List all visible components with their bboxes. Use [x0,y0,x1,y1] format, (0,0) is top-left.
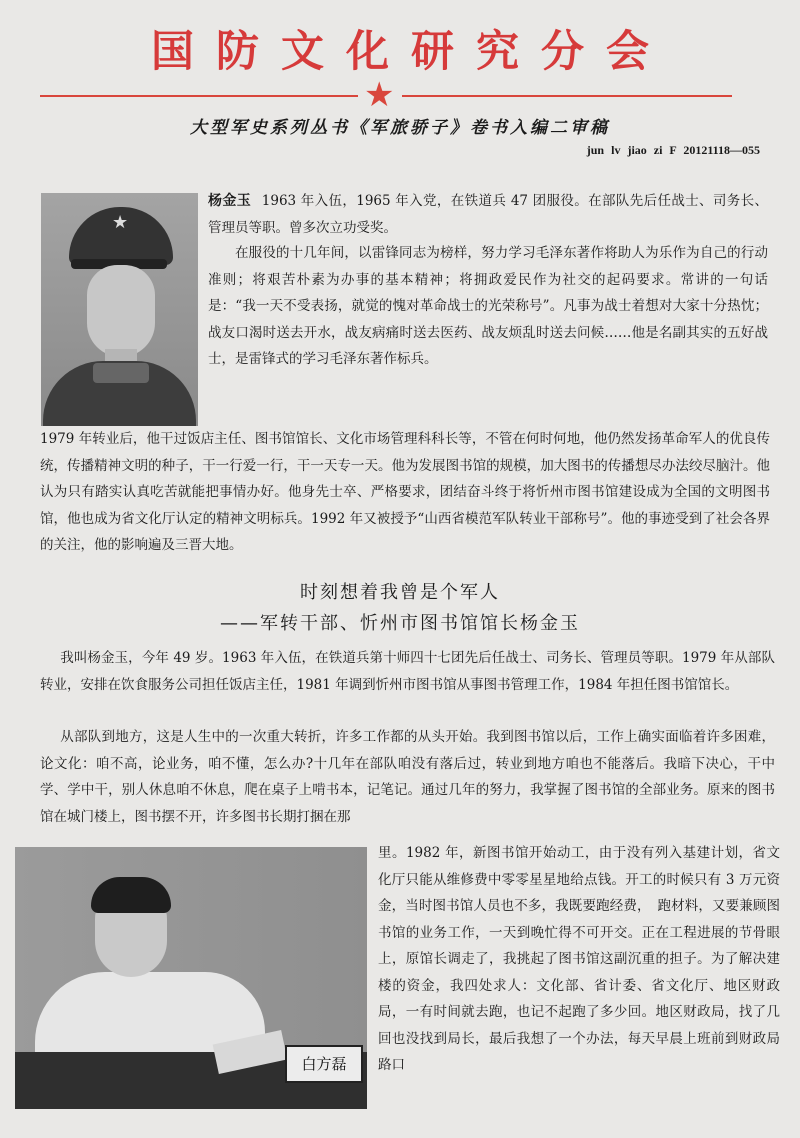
red-star-icon: ★ [364,75,395,115]
bio-intro-text: 1963 年入伍，1965 年入党，在铁道兵 47 团服役。在部队先后任战士、司务长、管理员等职。曾多次立功受奖。 [208,193,769,236]
bio-after-paragraph: 1979 年转业后，他干过饭店主任、图书馆馆长、文化市场管理科科长等，不管在何时何地，他仍然发扬革命军人的优良传统，传播精神文明的种子，干一行爱一行，干一天专一天。他为发展图书馆的规模，加大图书的传播想尽办法绞尽脑汁。他认为只有踏实认真吃苦就能把事情办好。他身先士卒、严格要求，团结奋斗终于将忻州市图书馆建设成为全国的文明图书馆，他也成为省文化厅认定的精神文明标兵。1992 年又被授予“山西省模范军队转业干部称号”。他的事迹受到了社会各界的关注，他的影响遍及三晋大地。 [40,431,770,553]
bio-intro [208,188,768,241]
desk-nameplate: 白方磊 [285,1045,363,1083]
article-title: 时刻想着我曾是个军人 [300,582,500,603]
portrait-collar [93,363,149,383]
bio-name: 杨金玉 [208,193,252,209]
bio-service-paragraph: 在服役的十几年间，以雷锋同志为榜样，努力学习毛泽东著作将助人为乐作为自己的行动准则；将艰苦朴素为办事的基本精神；将拥政爱民作为社交的起码要求。常讲的一句话是：“我一天不受表扬，就觉的愧对革命战士的光荣称号”。凡事为战士着想对大家十分热忱；战友口渴时送去开水，战友病痛时送去医药、战友烦乱时送去问候……他是名副其实的五好战士，是雷锋式的学习毛泽东著作标兵。 [208,245,768,367]
book-subtitle: 大型军史系列丛书《军旅骄子》卷书入编二审稿 [190,118,610,138]
portrait-face [87,265,155,357]
document-code: jun lv jiao zi F 20121118—055 [586,143,760,157]
article-paragraph-2: 从部队到地方，这是人生中的一次重大转折，许多工作都的从头开始。我到图书馆以后，工作上确实面临着许多困难，论文化：咱不高，论业务，咱不懂，怎么办?十几年在部队咱没有落后过，转业到地方咱也不能落后。我暗下决心，干中学、学中干，别人休息咱不休息，爬在桌子上啃书本，记笔记。通过几年的努力，我掌握了图书馆的全部业务。原来的图书馆在城门楼上，图书摆不开，许多图书长期打捆在那 [40,729,775,825]
org-title: 国防文化研究分会 [151,27,671,77]
soldier-portrait-photo [41,193,198,426]
article-subtitle: ——军转干部、忻州市图书馆馆长杨金玉 [220,613,580,634]
librarian-desk-photo [15,847,367,1109]
cap-star-icon: ★ [112,212,129,233]
photo-hair [91,877,171,913]
red-divider-left [40,95,358,97]
article-paragraph-3: 里。1982 年，新图书馆开始动工，由于没有列入基建计划，省文化厅只能从维修费中零零星星地给点钱。开工的时候只有 3 万元资金，当时图书馆人员也不多，我既要跑经费， 跑材料，又要兼顾图书馆的业务工作，一天到晚忙得不可开交。正在工程进展的节骨眼上，原馆长调走了，我挑起了图书馆这副沉重的担子。为了解决建楼的资金，我四处求人：文化部、省计委、省文化厅、地区财政局，一有时间就去跑，也记不起跑了多少回。地区财政局，找了几回也没找到局长，最后我想了一个办法，每天早晨上班前到财政局路口 [378,845,780,1073]
red-divider-right [402,95,732,97]
article-paragraph-1: 我叫杨金玉，今年 49 岁。1963 年入伍，在铁道兵第十师四十七团先后任战士、司务长、管理员等职。1979 年从部队转业，安排在饮食服务公司担任饭店主任，1981 年调到忻州市图书馆从事图书管理工作，1984 年担任图书馆馆长。 [40,650,775,693]
